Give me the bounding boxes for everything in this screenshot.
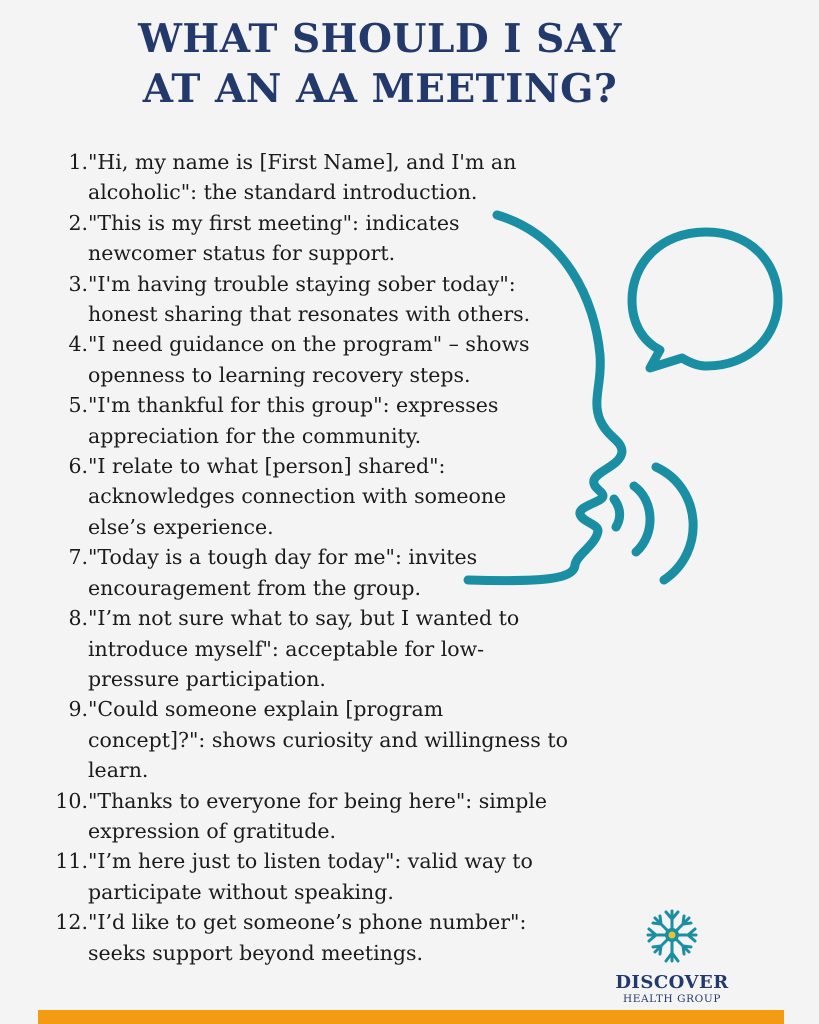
item-text-line: newcomer status for support. xyxy=(88,241,396,266)
item-text-line: learn. xyxy=(88,758,149,783)
item-number: 5. xyxy=(68,393,88,418)
item-text-line: "I’d like to get someone’s phone number": xyxy=(88,910,527,935)
item-number: 12. xyxy=(55,910,88,935)
item-number: 1. xyxy=(68,150,88,174)
item-text xyxy=(88,147,610,208)
item-number: 8. xyxy=(68,606,88,631)
item-text-line: encouragement from the group. xyxy=(88,575,422,600)
title-line-1: WHAT SHOULD I SAY xyxy=(138,16,622,62)
item-number: 6. xyxy=(68,454,88,479)
item-number: 4. xyxy=(68,332,88,357)
neuron-icon xyxy=(642,905,702,967)
speech-bubble-outline xyxy=(632,232,778,368)
item-text-line: "This is my first meeting": indicates xyxy=(88,210,460,235)
item-text xyxy=(88,451,610,542)
company-logo xyxy=(612,905,732,1006)
item-text xyxy=(88,269,610,330)
item-text xyxy=(88,603,610,694)
list-item xyxy=(50,390,610,451)
list-item xyxy=(50,329,610,390)
item-text-line: "Today is a tough day for me": invites xyxy=(88,545,478,570)
item-text-line: "I’m not sure what to say, but I wanted to xyxy=(88,606,520,631)
item-text-line: alcoholic": the standard introduction. xyxy=(88,180,478,205)
item-text-line: participate without speaking. xyxy=(88,879,394,904)
item-text xyxy=(88,694,610,785)
item-text-line: seeks support beyond meetings. xyxy=(88,940,423,965)
logo-name: DISCOVER xyxy=(615,972,729,993)
item-number: 11. xyxy=(55,849,88,874)
item-text-line: else’s experience. xyxy=(88,514,274,539)
item-text xyxy=(88,786,610,847)
item-text-line: introduce myself": acceptable for low- xyxy=(88,636,485,661)
list-item xyxy=(50,147,610,208)
logo-subtitle: HEALTH GROUP xyxy=(622,993,722,1005)
list-item xyxy=(50,846,610,907)
item-text xyxy=(88,208,610,269)
item-number: 7. xyxy=(68,545,88,570)
item-text xyxy=(88,846,610,907)
list-item xyxy=(50,603,610,694)
item-text-line: appreciation for the community. xyxy=(88,423,422,448)
item-text-line: honest sharing that resonates with others. xyxy=(88,302,531,327)
item-number: 2. xyxy=(68,210,88,235)
item-text-line: "Thanks to everyone for being here": simple xyxy=(88,788,548,813)
item-text-line: "Could someone explain [program xyxy=(88,697,444,722)
list-item xyxy=(50,208,610,269)
item-number: 9. xyxy=(68,697,88,722)
item-number: 10. xyxy=(55,788,88,813)
item-text xyxy=(88,390,610,451)
sound-wave-medium xyxy=(634,486,650,552)
item-text xyxy=(88,542,610,603)
item-text-line: "Hi, my name is [First Name], and I'm an xyxy=(88,150,517,174)
sound-wave-large xyxy=(656,467,693,580)
item-text-line: pressure participation. xyxy=(88,666,326,691)
item-text-line: expression of gratitude. xyxy=(88,818,337,843)
item-text-line: "I'm thankful for this group": expresses xyxy=(88,393,499,418)
item-text-line: "I relate to what [person] shared": xyxy=(88,454,446,479)
list-item xyxy=(50,907,610,968)
item-text-line: "I need guidance on the program" – shows xyxy=(88,332,530,357)
list-item xyxy=(50,451,610,542)
item-text xyxy=(88,329,610,390)
item-text xyxy=(88,907,610,968)
item-text-line: acknowledges connection with someone xyxy=(88,484,507,509)
list-item xyxy=(50,269,610,330)
list-item xyxy=(50,542,610,603)
item-text-line: "I'm having trouble staying sober today": xyxy=(88,271,516,296)
list-item xyxy=(50,694,610,785)
page-title xyxy=(0,14,760,114)
title-line-2: AT AN AA MEETING? xyxy=(142,66,618,112)
phrases-list xyxy=(50,147,610,968)
item-number: 3. xyxy=(68,271,88,296)
item-text-line: "I’m here just to listen today": valid way to xyxy=(88,849,533,874)
sound-wave-small xyxy=(614,499,620,527)
list-item xyxy=(50,786,610,847)
item-text-line: openness to learning recovery steps. xyxy=(88,362,471,387)
item-text-line: concept]?": shows curiosity and willingness to xyxy=(88,727,568,752)
bottom-accent-bar xyxy=(38,1010,784,1024)
